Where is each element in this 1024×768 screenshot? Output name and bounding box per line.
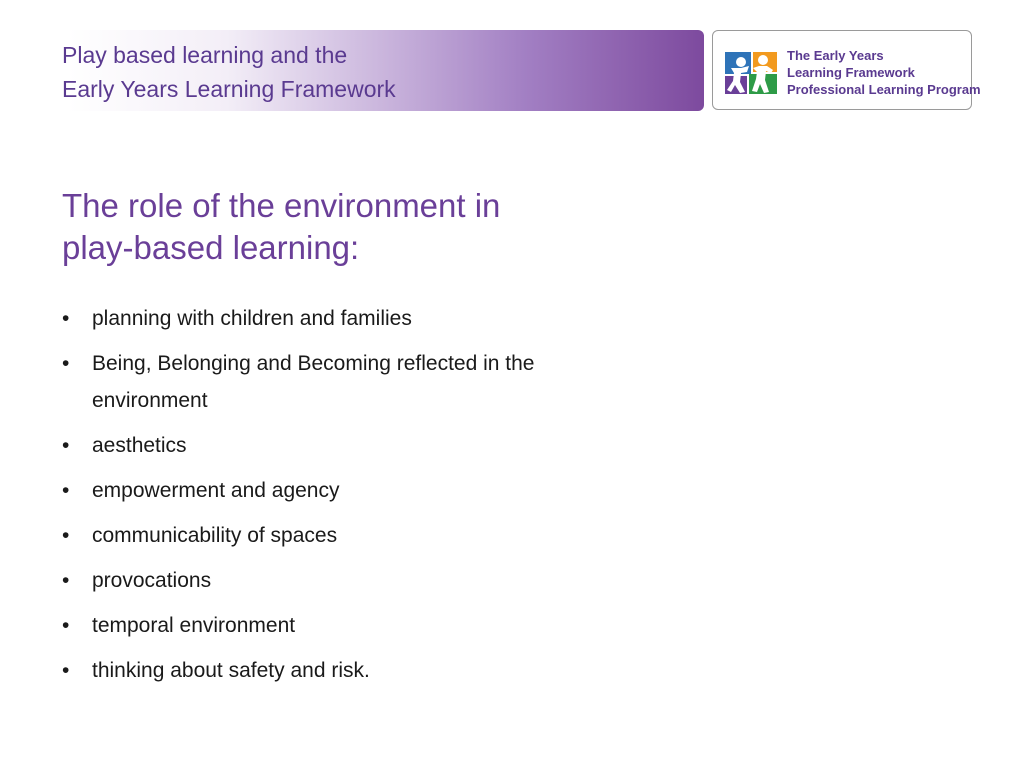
bullet-text: provocations: [92, 569, 212, 592]
logo-line1: The Early Years: [787, 48, 884, 63]
bullet-text: communicability of spaces: [92, 524, 338, 547]
slide-title-line1: The role of the environment in: [62, 187, 501, 224]
bullet-icon: •: [62, 524, 70, 547]
bullet-text: temporal environment: [92, 614, 296, 637]
bullet-text-continued: environment: [92, 389, 208, 412]
bullet-icon: •: [62, 352, 70, 375]
header-title: [62, 38, 662, 106]
list-item: [62, 427, 682, 464]
logo-line2: Learning Framework: [787, 65, 915, 80]
logo-text: [787, 47, 981, 98]
bullet-icon: •: [62, 307, 70, 330]
bullet-icon: •: [62, 569, 70, 592]
list-item: [62, 345, 682, 419]
bullet-text: thinking about safety and risk.: [92, 659, 370, 682]
list-item: [62, 300, 682, 337]
bullet-text: empowerment and agency: [92, 479, 340, 502]
list-item: [62, 472, 682, 509]
eylf-logo: [712, 30, 981, 110]
list-item: [62, 607, 682, 644]
bullet-list: [62, 300, 682, 697]
bullet-icon: •: [62, 479, 70, 502]
children-logo-icon: [723, 48, 779, 96]
header-title-line2: Early Years Learning Framework: [62, 76, 396, 102]
list-item: [62, 652, 682, 689]
slide-title: [62, 185, 702, 269]
bullet-icon: •: [62, 659, 70, 682]
bullet-icon: •: [62, 614, 70, 637]
list-item: [62, 517, 682, 554]
bullet-text: aesthetics: [92, 434, 187, 457]
list-item: [62, 562, 682, 599]
bullet-text: planning with children and families: [92, 307, 412, 330]
header-title-line1: Play based learning and the: [62, 42, 348, 68]
bullet-icon: •: [62, 434, 70, 457]
slide-title-line2: play-based learning:: [62, 229, 360, 266]
logo-line3: Professional Learning Program: [787, 82, 981, 97]
bullet-text: Being, Belonging and Becoming reflected in the: [92, 352, 535, 375]
